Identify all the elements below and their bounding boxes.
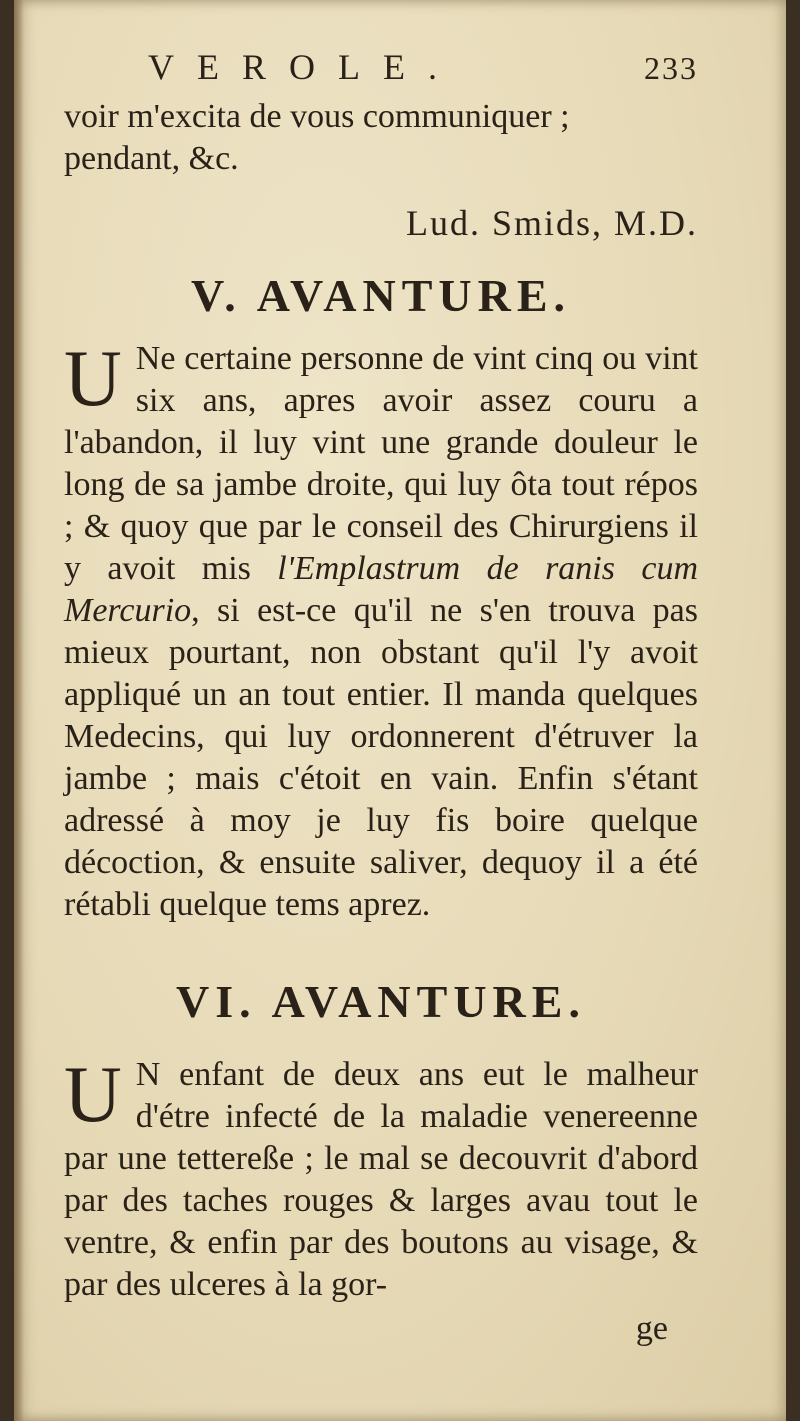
page-header: [64, 46, 698, 92]
section-v-paragraph: [64, 335, 699, 926]
dropcap-vi: U: [64, 1051, 122, 1139]
section-title-v: V. AVANTURE.: [190, 270, 572, 321]
page-text: [64, 46, 698, 1350]
section-v-latin-term: l'Emplastrum de ranis cum Mercurio: [64, 550, 699, 629]
running-head: VEROLE.: [148, 47, 460, 87]
dropcap-v: U: [64, 335, 122, 423]
book-page: [14, 0, 786, 1421]
section-title-vi: VI. AVANTURE.: [176, 976, 586, 1027]
section-v-text-start: Ne certaine personne de vint cinq ou vint six ans, apres avoir assez couru a l'abandon, il luy vint une grande douleur le long de sa jambe droite, qui luy ôta tout répos ; & quoy que par le conseil des Chirurgiens il y avoit mis: [64, 340, 698, 587]
page-number: 233: [644, 50, 698, 86]
section-v-text-end: , si est-ce qu'il ne s'en trouva pas mieux pourtant, non obstant qu'il l'y avoit appliqué un an tout entier. Il manda quelques Medecins, qui luy ordonnerent d'étruver la jambe ; mais c'étoit en vain. Enfin s'étant adressé à moy je luy fis boire quelque décoction, & ensuite saliver, dequoy il a été rétabli quelque tems aprez.: [64, 592, 698, 923]
opening-line-1: voir m'excita de vous communiquer ;: [64, 98, 570, 135]
opening-line-2: pendant, &c.: [64, 140, 239, 177]
author-signature: Lud. Smids, M.D.: [405, 203, 698, 243]
section-vi-text: N enfant de deux ans eut le malheur d'étre infecté de la maladie venereenne par une tettereße ; le mal se decouvrit d'abord par des taches rouges & larges avau tout le ventre, & enfin par des boutons au visage, & par des ulceres à la gor-: [64, 1056, 698, 1303]
section-vi-paragraph: [64, 1051, 698, 1306]
catchword: ge: [635, 1310, 668, 1347]
opening-fragment: [64, 96, 698, 180]
